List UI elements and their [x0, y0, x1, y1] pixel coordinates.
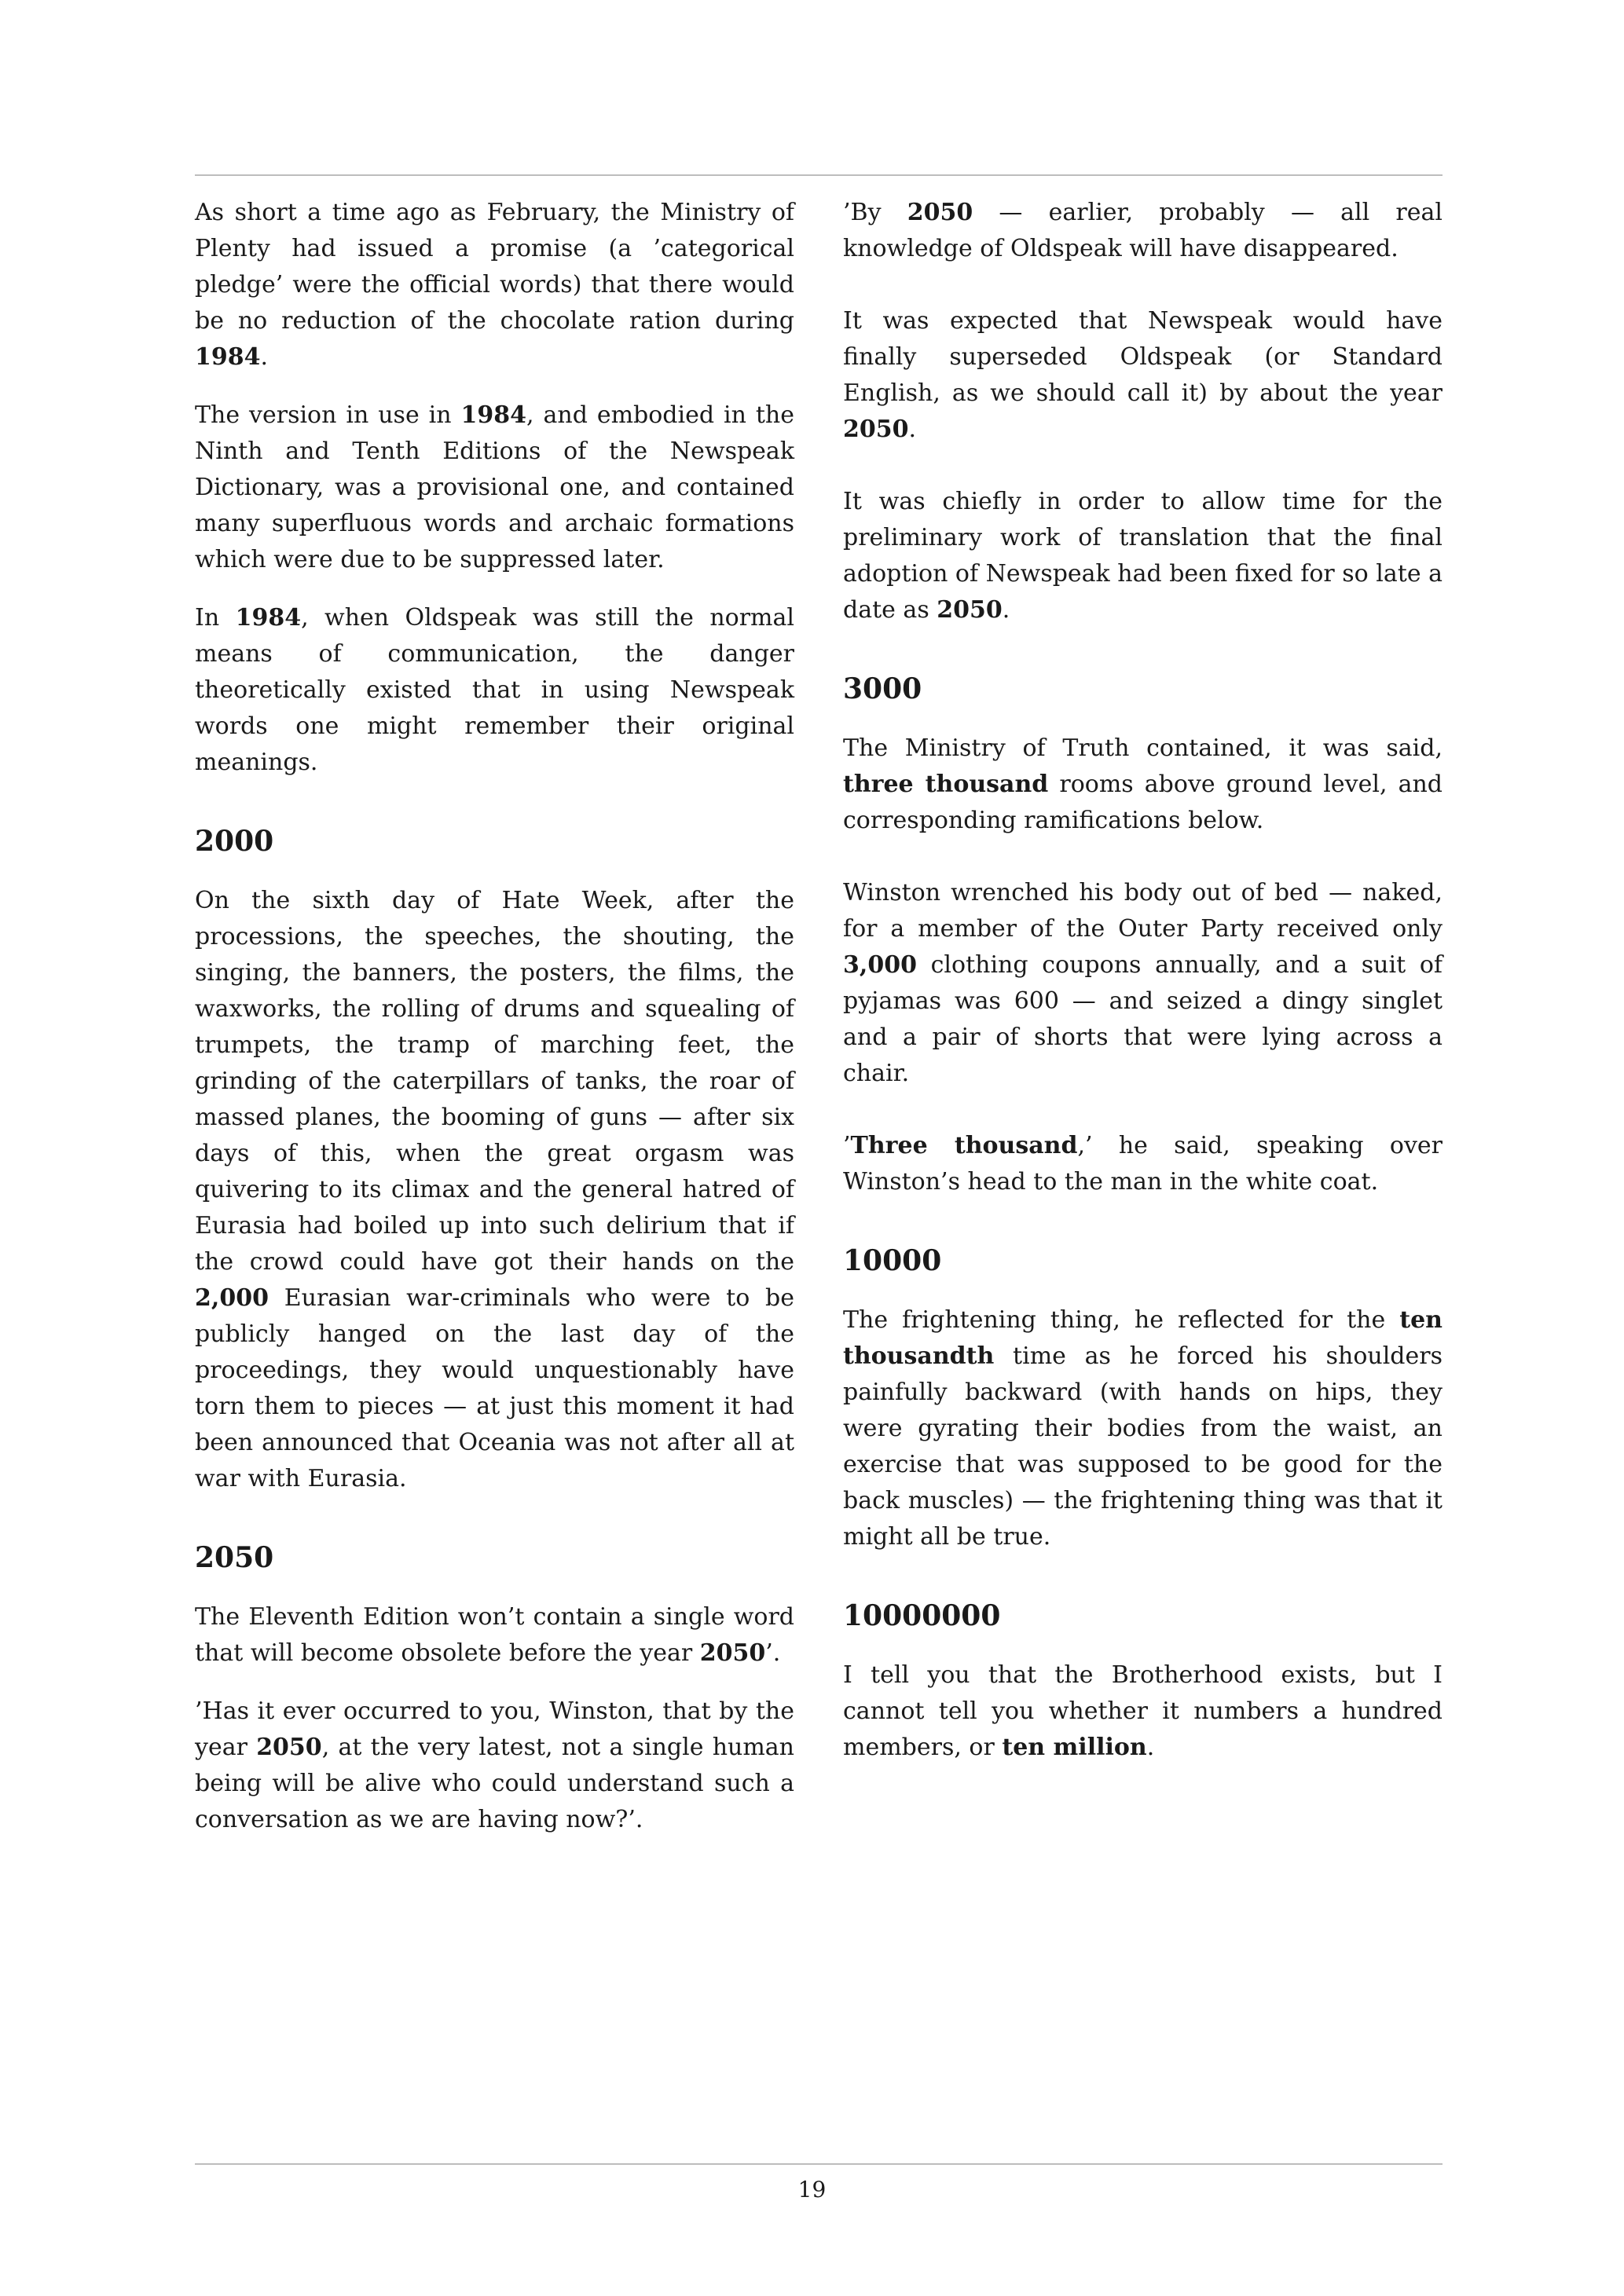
paragraph-text: As short a time ago as February, the Ministry of Plenty had issued a promise (a ’categorical pledge’ were the official words) that there would be no reduction of the chocolate ration during: [195, 199, 794, 335]
paragraph-text: Winston wrenched his body out of bed — naked, for a member of the Outer Party received only: [843, 879, 1443, 943]
paragraph-text: The Ministry of Truth contained, it was said,: [843, 734, 1443, 762]
bold-term: 1984: [195, 343, 261, 371]
bold-term: 2,000: [195, 1284, 269, 1312]
paragraph: [843, 875, 1443, 1092]
paragraph-text: .: [908, 416, 917, 443]
paragraph-text: On the sixth day of Hate Week, after the processions, the speeches, the shouting, the singing, the banners, the posters, the films, the waxworks, the rolling of drums and squealing of trumpets, the tramp of marching feet, the grinding of the caterpillars of tanks, the roar of massed planes, the booming of guns — after six days of this, when the great orgasm was quivering to its climax and the general hatred of Eurasia had boiled up into such delirium that if the crowd could have got their hands on the: [195, 887, 794, 1276]
paragraph-text: , and embodied in the Ninth and Tenth Editions of the Newspeak Dictionary, was a provisional one, and contained many superfluous words and archaic formations which were due to be suppressed later.: [195, 401, 794, 573]
bold-term: 2050: [843, 416, 909, 443]
paragraph: [195, 600, 794, 781]
paragraph-text: .: [1002, 596, 1010, 624]
section-heading-3000: 3000: [843, 672, 922, 705]
header-rule: [195, 174, 1443, 176]
bold-term: 3,000: [843, 951, 917, 979]
paragraph-text: The version in use in: [195, 401, 461, 429]
paragraph: [843, 303, 1443, 448]
paragraph: [195, 397, 794, 578]
paragraph-text: rooms above ground level, and corresponding ramifications below.: [843, 771, 1443, 834]
paragraph-text: It was expected that Newspeak would have finally superseded Oldspeak (or Standard English, as we should call it) by about the year: [843, 307, 1443, 407]
bold-term: three thousand: [843, 771, 1049, 798]
paragraph-text: time as he forced his shoulders painfully backward (with hands on hips, they were gyrating their bodies from the waist, an exercise that was supposed to be good for the back muscles) — the frightening thing was that it might all be true.: [843, 1342, 1443, 1551]
paragraph-text: ’.: [765, 1639, 781, 1667]
paragraph-text: .: [1146, 1734, 1155, 1761]
bold-term: Three thousand: [850, 1132, 1078, 1159]
paragraph: [843, 1128, 1443, 1200]
paragraph: [843, 484, 1443, 628]
paragraph: [195, 195, 794, 375]
paragraph-text: ,’ he said, speaking over Winston’s head to the man in the white coat.: [843, 1132, 1443, 1196]
paragraph: [843, 731, 1443, 839]
bold-term: ten million: [1002, 1734, 1147, 1761]
paragraph: [843, 1302, 1443, 1555]
paragraph-text: , when Oldspeak was still the normal means of communication, the danger theoretically existed that in using Newspeak words one might remember their original meanings.: [195, 604, 794, 776]
bold-term: 2050: [907, 199, 973, 226]
paragraph-text: In: [195, 604, 236, 632]
section-heading-2000: 2000: [195, 825, 274, 858]
right-column: [843, 195, 1443, 1788]
bold-term: 2050: [699, 1639, 766, 1667]
paragraph: [843, 1657, 1443, 1766]
paragraph: [195, 883, 794, 1497]
footer-rule: [195, 2163, 1443, 2165]
page-number: 19: [797, 2177, 827, 2203]
left-column: [195, 195, 794, 1860]
paragraph-text: .: [260, 343, 269, 371]
paragraph-text: The Eleventh Edition won’t contain a single word that will become obsolete before the year: [195, 1603, 794, 1667]
bold-term: 1984: [235, 604, 302, 632]
paragraph: [843, 195, 1443, 267]
paragraph-text: It was chiefly in order to allow time for the preliminary work of translation that the final adoption of Newspeak had been fixed for so late a date as: [843, 488, 1443, 624]
paragraph-text: — earlier, probably — all real knowledge of Oldspeak will have disappeared.: [843, 199, 1443, 262]
section-heading-10000: 10000: [843, 1244, 942, 1277]
paragraph: [195, 1694, 794, 1838]
paragraph-text: I tell you that the Brotherhood exists, but I cannot tell you whether it numbers a hundred members, or: [843, 1661, 1443, 1761]
paragraph: [195, 1599, 794, 1672]
paragraph-text: ’By: [843, 199, 907, 226]
bold-term: ten thousandth: [843, 1306, 1443, 1370]
paragraph-text: clothing coupons annually, and a suit of pyjamas was 600 — and seized a dingy singlet and a pair of shorts that were lying across a chair.: [843, 951, 1443, 1087]
paragraph-text: , at the very latest, not a single human being will be alive who could understand such a conversation as we are having now?’.: [195, 1734, 795, 1833]
paragraph-text: ’: [843, 1132, 851, 1159]
paragraph-text: Eurasian war-criminals who were to be publicly hanged on the last day of the proceedings, they would unquestionably have torn them to pieces — at just this moment it had been announced that Oceania was not after all at war with Eurasia.: [195, 1284, 794, 1492]
section-heading-2050: 2050: [195, 1541, 274, 1574]
paragraph-text: ’Has it ever occurred to you, Winston, that by the year: [195, 1697, 794, 1761]
paragraph-text: The frightening thing, he reflected for the: [843, 1306, 1400, 1334]
bold-term: 1984: [460, 401, 527, 429]
bold-term: 2050: [937, 596, 1003, 624]
section-heading-10000000: 10000000: [843, 1599, 1001, 1632]
bold-term: 2050: [256, 1734, 322, 1761]
